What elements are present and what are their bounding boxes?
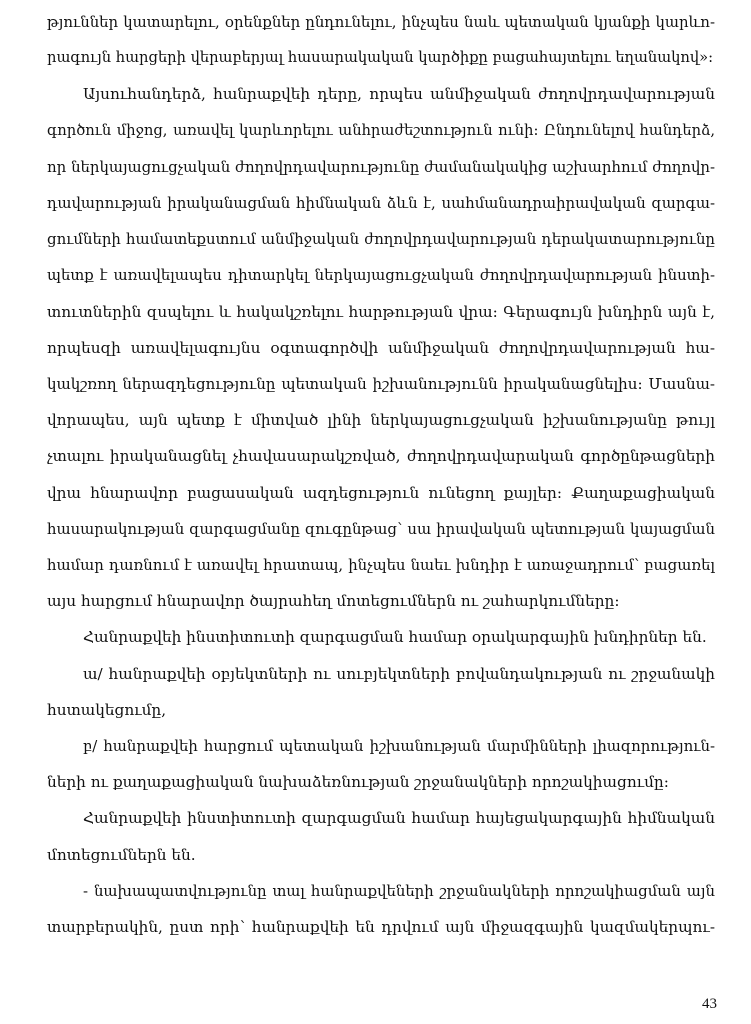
text-line: տարբերակին, ըստ որի՝ հանրաքվեի են դրվում այն միջազգային կազմակերպու- [47, 918, 715, 937]
text-line: ա/ հանրաքվեի օբյեկտների ու սուբյեկտների բովանդակության ու շրջանակի [83, 664, 715, 683]
text-line: վրա հնարավոր բացասական ազդեցություն ունեցող քայլեր: Քաղաքացիական [47, 483, 715, 502]
document-body [47, 4, 715, 945]
text-line: ցումների համատեքստում անմիջական ժողովրդավարության դերակատարությունը [47, 230, 715, 249]
text-line: թյուններ կատարելու, օրենքներ ընդունելու, ինչպես նաև պետական կյանքի կարևո- [47, 13, 715, 31]
text-line: կակշռող ներազդեցությունը պետական իշխանությունն իրականացնելիս: Մասնա- [47, 375, 715, 394]
text-line: որպեսզի առավելագույնս օգտագործվի անմիջական ժողովրդավարության հա- [47, 338, 715, 357]
text-line: հստակեցումը, [47, 700, 167, 719]
text-line: դավարության իրականացման հիմնական ձևն է, սահմանադրաիրավական զարգա- [47, 194, 715, 213]
text-line: այս հարցում հնարավոր ծայրահեղ մոտեցումներն ու շահարկումները: [47, 592, 620, 611]
text-line: տուտներին զսպելու և հակակշռելու հարթության վրա: Գերագույն խնդիրն այն է, [47, 302, 715, 321]
page-number: 43 [702, 996, 717, 1012]
text-line: րագույն հարցերի վերաբերյալ հասարակական կարծիքը բացահայտելու եղանակով»: [47, 49, 714, 67]
text-line: գործուն միջոց, առավել կարևորելու անհրաժեշտություն ունի: Ընդունելով հանդերձ, [47, 121, 715, 139]
text-line: Հանրաքվեի ինստիտուտի զարգացման համար օրակարգային խնդիրներ են. [83, 628, 707, 647]
text-line: հասարակության զարգացմանը զուգընթաց՝ սա իրավական պետության կայացման [47, 519, 715, 538]
text-line: չտալու իրականացնել չհավասարակշռված, ժողովրդավարական գործընթացների [47, 447, 715, 466]
text-line: Այսուհանդերձ, հանրաքվեի դերը, որպես անմիջական ժողովրդավարության [83, 85, 715, 104]
text-line: պետք է առավելապես դիտարկել ներկայացուցչական ժողովրդավարության ինստի- [47, 266, 715, 285]
text-line: - նախապատվությունը տալ հանրաքվեների շրջանակների որոշակիացման այն [83, 881, 715, 900]
text-line: որ ներկայացուցչական ժողովրդավարությունը ժամանակակից աշխարհում ժողովր- [47, 157, 715, 176]
text-line: համար դառնում է առավել հրատապ, ինչպես նաեւ խնդիր է առաջադրում՝ բացառել [47, 556, 715, 575]
text-line: ների ու քաղաքացիական նախաձեռնության շրջանակների որոշակիացումը: [47, 773, 669, 792]
text-line: բ/ հանրաքվեի հարցում պետական իշխանության մարմինների լիազորություն- [83, 737, 715, 756]
text-line: վորապես, այն պետք է միտված լինի ներկայացուցչական իշխանությանը թույլ [47, 411, 715, 430]
text-line: Հանրաքվեի ինստիտուտի զարգացման համար հայեցակարգային հիմնական [83, 809, 715, 828]
text-line: մոտեցումներն են. [47, 845, 196, 864]
